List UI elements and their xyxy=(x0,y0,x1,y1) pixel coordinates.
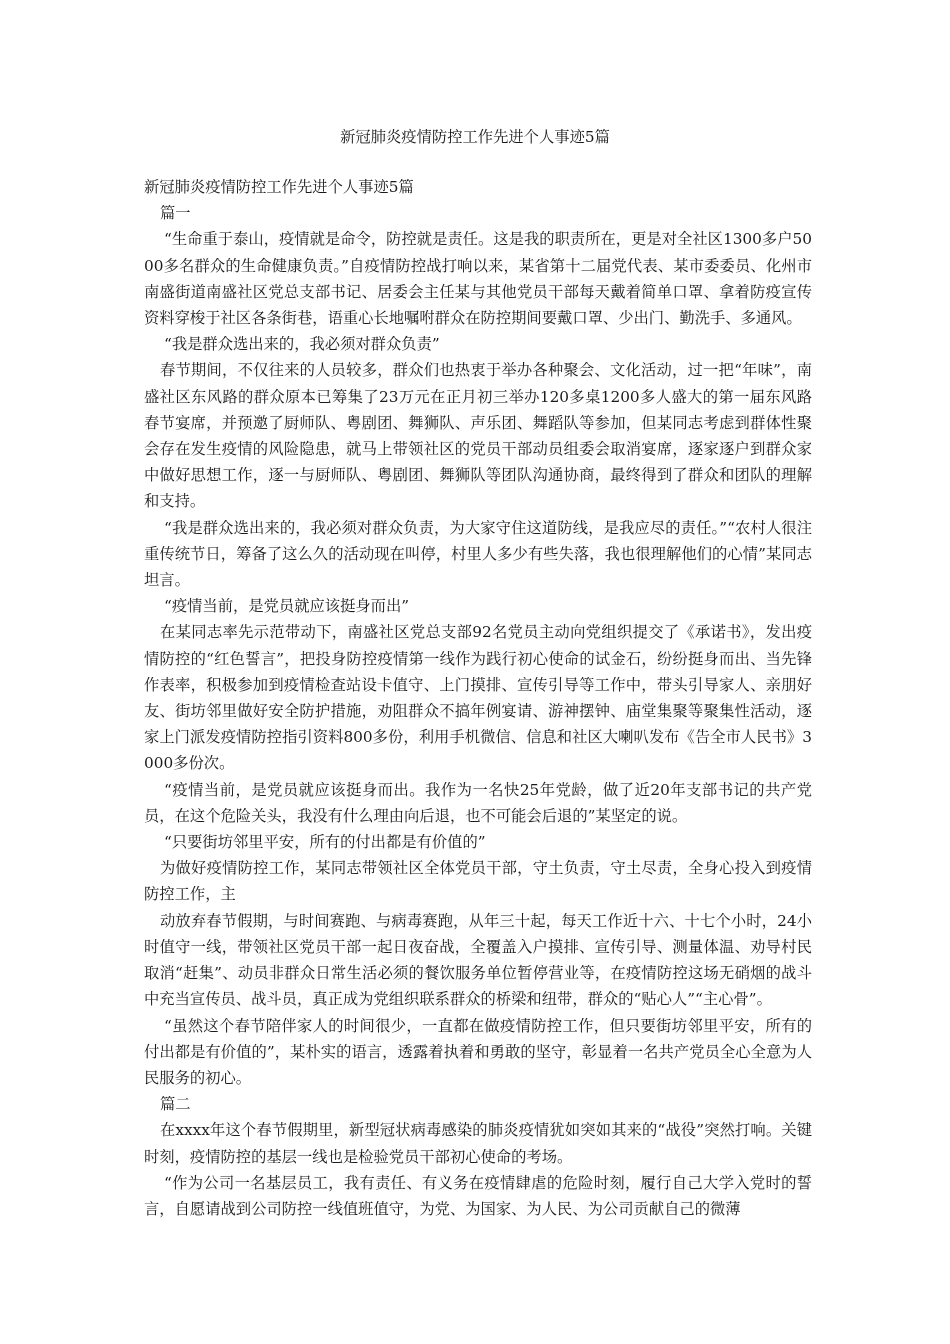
paragraph-heading: “只要街坊邻里平安，所有的付出都是有价值的” xyxy=(164,833,486,852)
document-subtitle: 新冠肺炎疫情防控工作先进个人事迹5篇 xyxy=(144,178,414,196)
document-body xyxy=(144,174,812,1222)
paragraph: “生命重于泰山，疫情就是命令，防控就是责任。这是我的职责所在，更是对全社区1300多户5000多名群众的生命健康负责。”自疫情防控战打响以来，某省第十二届党代表、某市委委员、化州市南盛街道南盛社区党总支部书记、居委会主任某与其他党员干部每天戴着简单口罩、拿着防疫宣传资料穿梭于社区各条街巷，语重心长地嘱咐群众在防控期间要戴口罩、少出门、勤洗手、多通风。 xyxy=(144,230,812,328)
paragraph: 为做好疫情防控工作，某同志带领社区全体党员干部，守土负责，守土尽责，全身心投入到疫情防控工作，主 xyxy=(144,859,812,904)
paragraph-heading: “疫情当前，是党员就应该挺身而出” xyxy=(164,597,410,616)
paragraph: 在xxxx年这个春节假期里，新型冠状病毒感染的肺炎疫情犹如突如其来的“战役”突然打响。关键时刻，疫情防控的基层一线也是检验党员干部初心使命的考场。 xyxy=(144,1121,812,1166)
paragraph: “疫情当前，是党员就应该挺身而出。我作为一名快25年党龄，做了近20年支部书记的共产党员，在这个危险关头，我没有什么理由向后退，也不可能会后退的”某坚定的说。 xyxy=(144,780,812,825)
paragraph: 在某同志率先示范带动下，南盛社区党总支部92名党员主动向党组织提交了《承诺书》，发出疫情防控的“红色誓言”，把投身防控疫情第一线作为践行初心使命的试金石，纷纷挺身而出、当先锋作表率，积极参加到疫情检查站设卡值守、上门摸排、宣传引导等工作中，带头引导家人、亲朋好友、街坊邻里做好安全防护措施，劝阻群众不搞年例宴请、游神摆钟、庙堂集聚等聚集性活动，逐家上门派发疫情防控指引资料800多份，利用手机微信、信息和社区大喇叭发布《告全市人民书》3000多份次。 xyxy=(144,623,812,773)
document-title: 新冠肺炎疫情防控工作先进个人事迹5篇 xyxy=(340,128,610,146)
section-heading: 篇一 xyxy=(160,204,191,223)
paragraph: “作为公司一名基层员工，我有责任、有义务在疫情肆虐的危险时刻，履行自己大学入党时的誓言，自愿请战到公司防控一线值班值守，为党、为国家、为人民、为公司贡献自己的微薄 xyxy=(144,1173,812,1218)
paragraph: “我是群众选出来的，我必须对群众负责，为大家守住这道防线，是我应尽的责任。”“农村人很注重传统节日，筹备了这么久的活动现在叫停，村里人多少有些失落，我也很理解他们的心情”某同志坦言。 xyxy=(144,518,812,590)
paragraph: “虽然这个春节陪伴家人的时间很少，一直都在做疫情防控工作，但只要街坊邻里平安，所有的付出都是有价值的”，某朴实的语言，透露着执着和勇敢的坚守，彰显着一名共产党员全心全意为人民服务的初心。 xyxy=(144,1016,812,1087)
paragraph: 动放弃春节假期，与时间赛跑、与病毒赛跑，从年三十起，每天工作近十六、十七个小时，24小时值守一线，带领社区党员干部一起日夜奋战，全覆盖入户摸排、宣传引导、测量体温、劝导村民取消“赶集”、动员非群众日常生活必须的餐饮服务单位暂停营业等，在疫情防控这场无硝烟的战斗中充当宣传员、战斗员，真正成为党组织联系群众的桥梁和纽带，群众的“贴心人”“主心骨”。 xyxy=(144,911,812,1009)
section-heading: 篇二 xyxy=(160,1095,191,1114)
paragraph-heading: “我是群众选出来的，我必须对群众负责” xyxy=(164,335,440,354)
paragraph: 春节期间，不仅往来的人员较多，群众们也热衷于举办各种聚会、文化活动，过一把“年味”，南盛社区东风路的群众原本已筹集了23万元在正月初三举办120多桌1200多人盛大的第一届东风路春节宴席，并预邀了厨师队、粤剧团、舞狮队、声乐团、舞蹈队等参加，但某同志考虑到群体性聚会存在发生疫情的风险隐患，就马上带领社区的党员干部动员组委会取消宴席，逐家逐户到群众家中做好思想工作，逐一与厨师队、粤剧团、舞狮队等团队沟通协商，最终得到了群众和团队的理解和支持。 xyxy=(144,361,812,511)
